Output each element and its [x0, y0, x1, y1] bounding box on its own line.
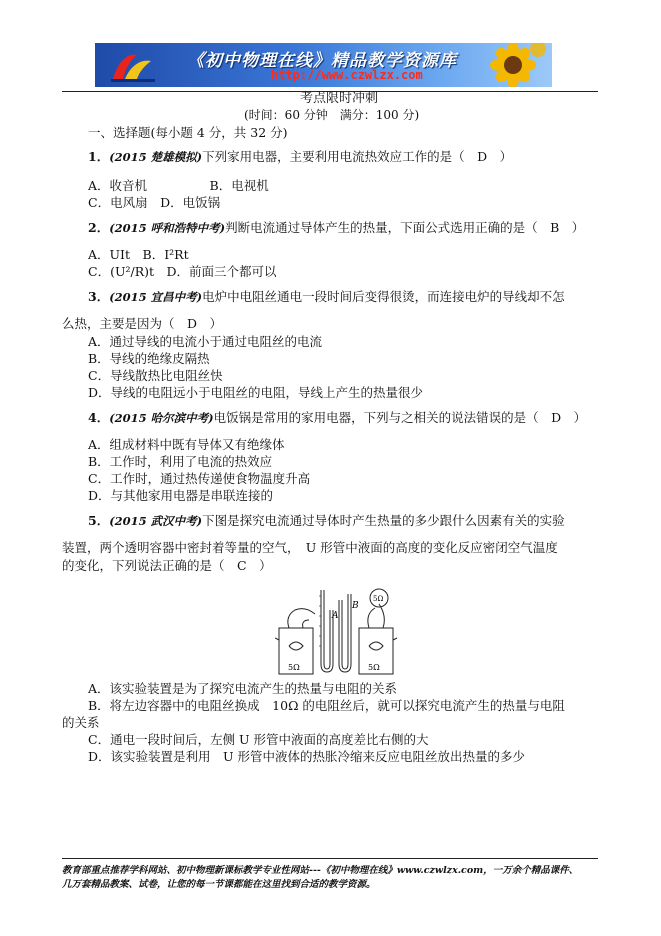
question-text: 电饭锅是常用的家用电器，下列与之相关的说法错误的是（ D ） [213, 410, 587, 425]
question-3-stem-cont: 么热，主要是因为（ D ） [62, 316, 223, 331]
banner-url[interactable]: http://www.czwlzx.com [271, 68, 423, 82]
question-4-option: C．工作时，通过热传递使食物温度升高 [88, 471, 311, 486]
question-source: (2015 武汉中考) [109, 514, 203, 528]
question-number: 4． [88, 410, 110, 425]
question-1-stem [88, 149, 512, 165]
question-number: 5． [88, 513, 110, 528]
question-text: 下图是探究电流通过导体时产生热量的多少跟什么因素有关的实验 [202, 513, 565, 528]
question-5-stem-cont: 的变化，下列说法正确的是（ C ） [62, 558, 272, 573]
sunflower-icon [478, 43, 548, 87]
header-banner [95, 43, 552, 87]
question-3-option: A．通过导线的电流小于通过电阻丝的电流 [88, 334, 323, 349]
question-number: 2． [88, 220, 110, 235]
question-number: 1． [88, 149, 110, 164]
question-2-option: A．UIt B．I²Rt [88, 247, 189, 262]
question-5-option: D．该实验装置是利用 U 形管中液体的热胀冷缩来反应电阻丝放出热量的多少 [88, 749, 526, 764]
question-number: 3． [88, 289, 110, 304]
site-logo-icon [109, 49, 157, 83]
question-3-stem [88, 289, 565, 305]
question-4-stem [88, 410, 586, 426]
question-3-option: C．导线散热比电阻丝快 [88, 368, 223, 383]
question-text: 判断电流通过导体产生的热量，下面公式选用正确的是（ B ） [225, 220, 585, 235]
page-subtitle: (时间：60 分钟 满分：100 分) [244, 108, 420, 122]
question-2-stem [88, 220, 584, 236]
question-1-option: C．电风扇 D．电饭锅 [88, 195, 221, 210]
question-5-stem [88, 513, 565, 529]
right-resistor-label: 5Ω [368, 663, 380, 672]
question-5-option: B．将左边容器中的电阻丝换成 10Ω 的电阻丝后，就可以探究电流产生的热量与电阻 [88, 698, 565, 713]
question-text: 下列家用电器，主要利用电流热效应工作的是（ D ） [202, 149, 513, 164]
page-title: 考点限时冲刺 [300, 91, 379, 106]
question-source: (2015 哈尔滨中考) [109, 411, 214, 425]
question-source: (2015 宜昌中考) [109, 290, 203, 304]
label-a: A [332, 611, 339, 621]
question-3-option: B．导线的绝缘皮隔热 [88, 351, 210, 366]
question-text: 电炉中电阻丝通电一段时间后变得很烫，而连接电炉的导线却不怎 [202, 289, 565, 304]
left-resistor-label: 5Ω [288, 663, 300, 672]
footer-line-2: 几万套精品教案、试卷，让您的每一节课都能在这里找到合适的教学资源。 [62, 879, 376, 890]
question-4-option: A．组成材料中既有导体又有绝缘体 [88, 437, 285, 452]
question-5-stem-cont: 装置，两个透明容器中密封着等量的空气， U 形管中液面的高度的变化反应密闭空气温度 [62, 540, 558, 555]
question-5-option: A．该实验装置是为了探究电流产生的热量与电阻的关系 [88, 681, 398, 696]
top-resistor-label: 5Ω [373, 595, 384, 603]
experiment-figure [275, 580, 405, 678]
left-u-tube [321, 590, 333, 672]
footer-line-1: 教育部重点推荐学科网站、初中物理新课标教学专业性网站---《初中物理在线》www.czwlzx.com，一万余个精品课件、 [62, 865, 579, 876]
right-u-tube [339, 594, 351, 672]
question-4-option: B．工作时，利用了电流的热效应 [88, 454, 273, 469]
label-b: B [352, 601, 359, 611]
footer-rule [62, 858, 598, 859]
question-4-option: D．与其他家用电器是串联连接的 [88, 488, 274, 503]
question-5-option-cont: 的关系 [62, 715, 100, 730]
question-3-option: D．导线的电阻远小于电阻丝的电阻，导线上产生的热量很少 [88, 385, 424, 400]
question-2-option: C．(U²/R)t D．前面三个都可以 [88, 264, 277, 279]
question-source: (2015 呼和浩特中考) [109, 221, 226, 235]
question-1-option: A．收音机 B．电视机 [88, 178, 269, 193]
banner-title: 《初中物理在线》精品教学资源库 [187, 51, 457, 71]
question-5-option: C．通电一段时间后，左侧 U 形管中液面的高度差比右侧的大 [88, 732, 429, 747]
question-source: (2015 楚雄模拟) [109, 150, 203, 164]
section-heading: 一、选择题(每小题 4 分，共 32 分) [88, 125, 288, 140]
